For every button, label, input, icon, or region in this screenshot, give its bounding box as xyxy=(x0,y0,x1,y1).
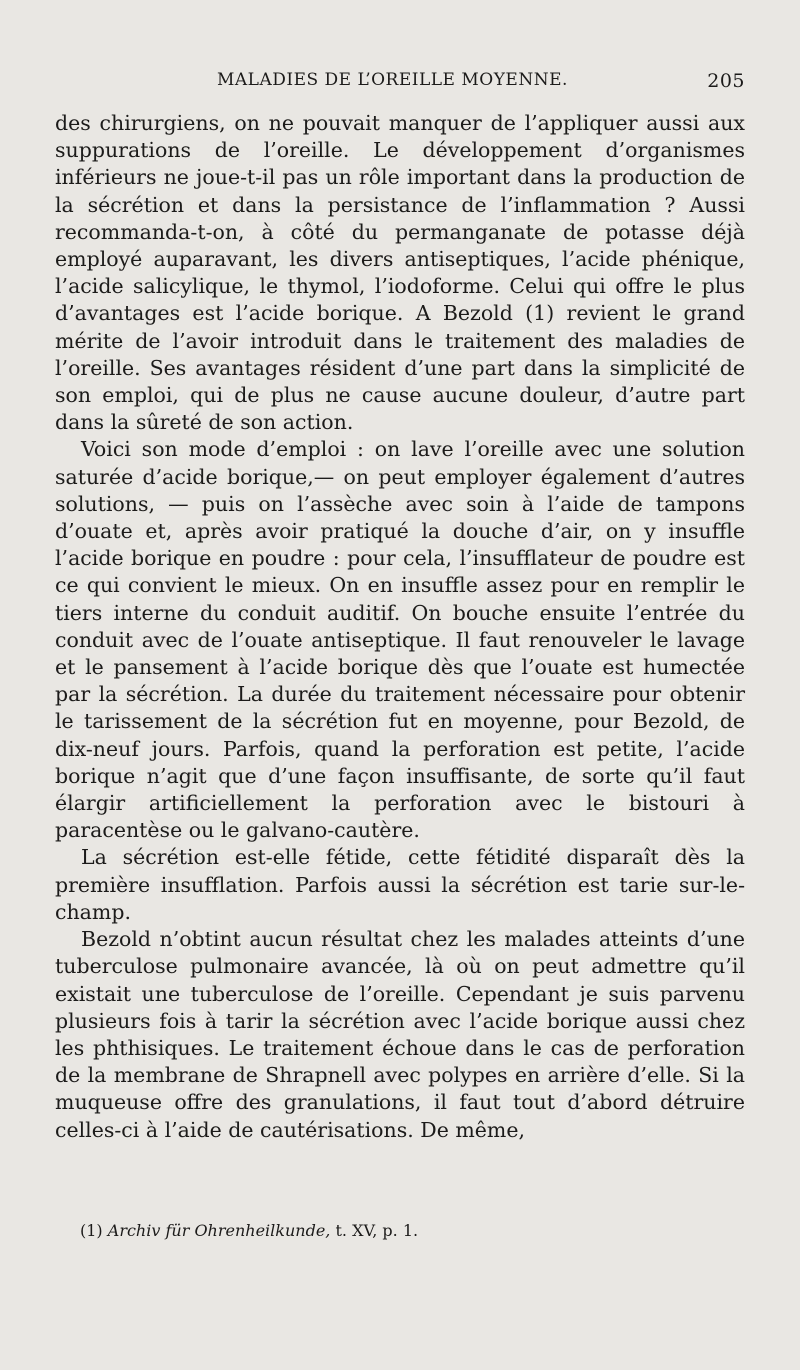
footnote-title: Archiv für Ohrenheilkunde, xyxy=(107,1221,331,1240)
footnote-marker: (1) xyxy=(80,1221,103,1240)
paragraph: Voici son mode d’emploi : on lave l’oreille avec une solution saturée d’acide borique,— on peut employer également d’autres solutions, — puis on l’assèche avec soin à l’aide de tampons d’ouate et, après avoir pratiqué la douche d’air, on y insuffle l’acide borique en poudre : pour cela, l’insufflateur de poudre est ce qui convient le mieux. On en insuffle assez pour en remplir le tiers interne du conduit auditif. On bouche ensuite l’entrée du conduit avec de l’ouate antiseptique. Il faut renouveler le lavage et le pansement à l’acide borique dès que l’ouate est humectée par la sécrétion. La durée du traitement nécessaire pour obtenir le tarissement de la sécrétion fut en moyenne, pour Bezold, de dix-neuf jours. Parfois, quand la perforation est petite, l’acide borique n’agit que d’une façon insuffisante, de sorte qu’il faut élargir artificiellement la perforation avec le bistouri à paracentèse ou le galvano-cautère. xyxy=(55,437,745,843)
paragraph: Bezold n’obtint aucun résultat chez les malades atteints d’une tuberculose pulmonaire avancée, là où on peut admettre qu’il existait une tuberculose de l’oreille. Cependant je suis parvenu plusieurs fois à tarir la sécrétion avec l’acide borique aussi chez les phthisiques. Le traitement échoue dans le cas de perforation de la membrane de Shrapnell avec polypes en arrière d’elle. Si la muqueuse offre des granulations, il faut tout d’abord détruire celles-ci à l’aide de cautérisations. De même, xyxy=(55,927,745,1142)
footnote-ref: t. XV, p. 1. xyxy=(335,1221,419,1240)
running-title: MALADIES DE L’OREILLE MOYENNE. xyxy=(217,70,568,90)
footnote xyxy=(80,1221,740,1240)
body-text xyxy=(55,110,745,1144)
page-number: 205 xyxy=(707,70,745,92)
paragraph-continued: des chirurgiens, on ne pouvait manquer de l’appliquer aussi aux suppurations de l’oreille. Le développement d’organismes inférieurs ne joue-t-il pas un rôle important dans la production de la sécrétion et dans la persistance de l’inflammation ? Aussi recommanda-t-on, à côté du permanganate de potasse déjà employé auparavant, les divers antiseptiques, l’acide phénique, l’acide salicylique, le thymol, l’iodoforme. Celui qui offre le plus d’avantages est l’acide borique. A Bezold (1) revient le grand mérite de l’avoir introduit dans le traitement des maladies de l’oreille. Ses avantages résident d’une part dans la simplicité de son emploi, qui de plus ne cause aucune douleur, d’autre part dans la sûreté de son action. xyxy=(55,111,745,435)
paragraph: La sécrétion est-elle fétide, cette fétidité disparaît dès la première insufflation. Parfois aussi la sécrétion est tarie sur-le-champ. xyxy=(55,845,745,924)
